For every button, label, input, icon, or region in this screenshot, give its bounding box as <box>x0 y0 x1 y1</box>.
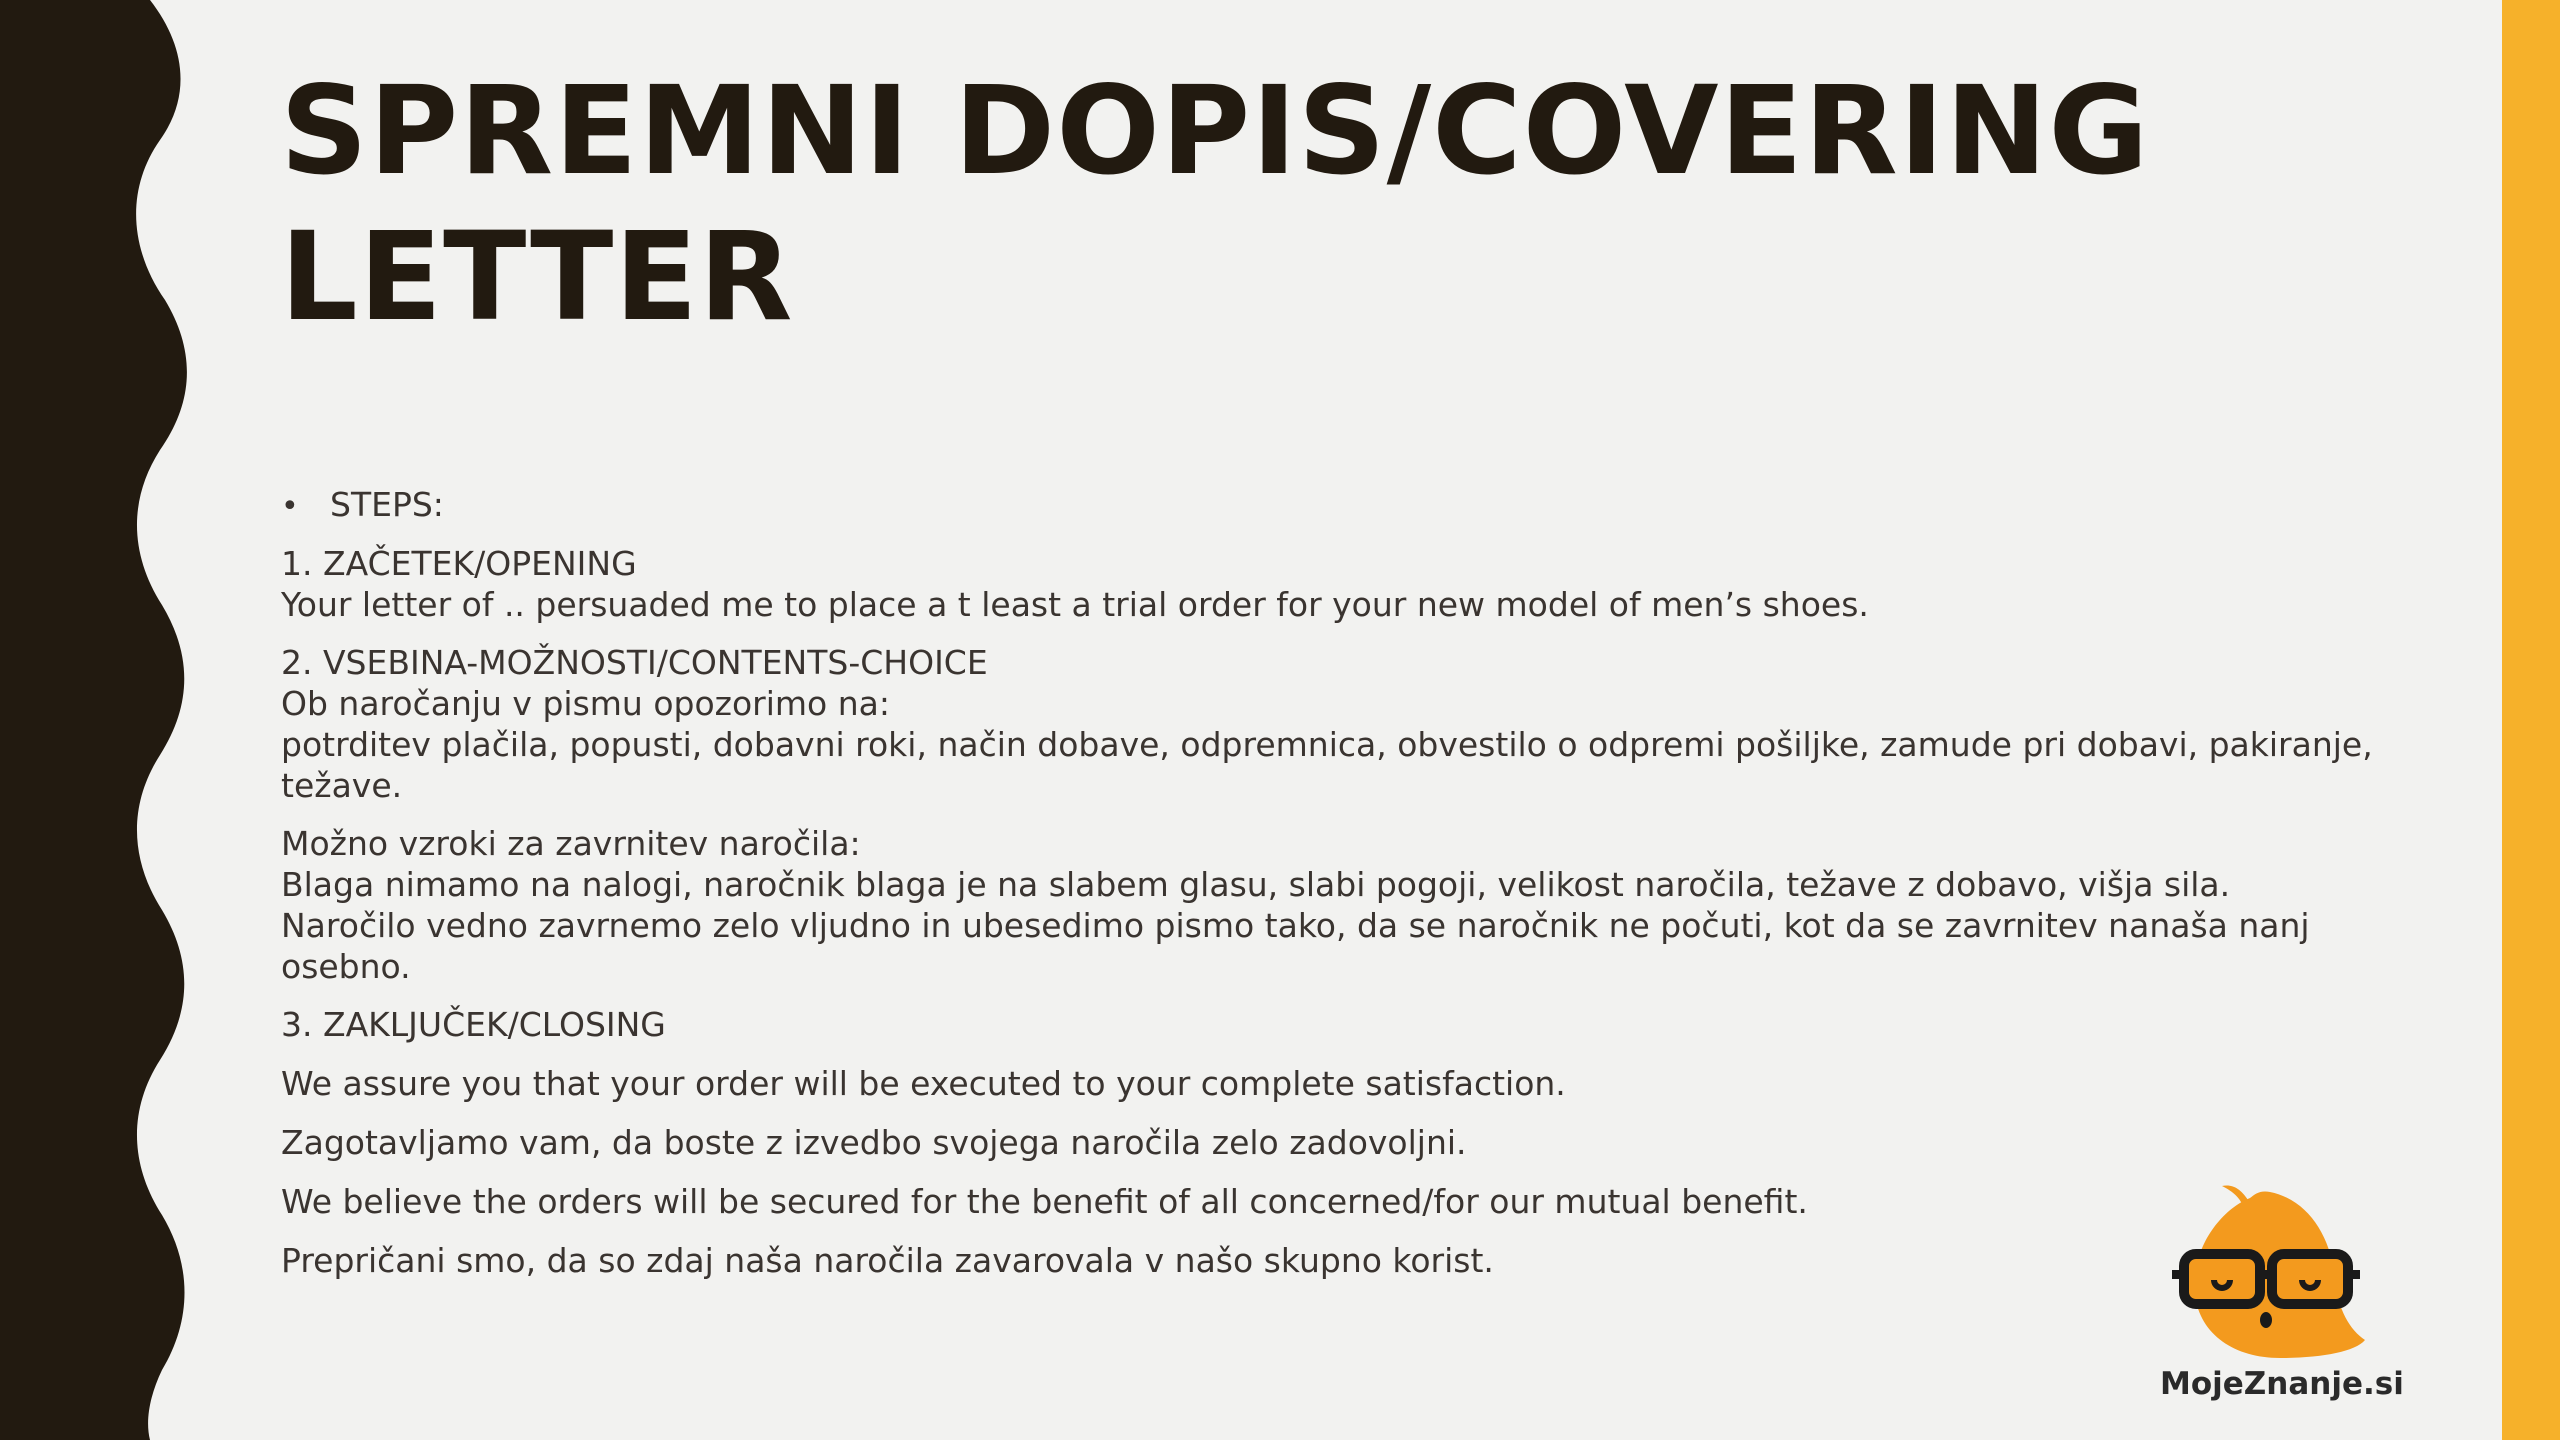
closing-line-2: Zagotavljamo vam, da boste z izvedbo svojega naročila zelo zadovoljni. <box>281 1123 1467 1162</box>
contents-line-4: Blaga nimamo na nalogi, naročnik blaga je na slabem glasu, slabi pogoji, velikost naročila, težave z dobavo, višja sila. <box>281 865 2231 904</box>
contents-line-5: Naročilo vedno zavrnemo zelo vljudno in ubesedimo pismo tako, da se naročnik ne počuti, kot da se zavrnitev nanaša nanj osebno. <box>281 906 2310 986</box>
contents-line-2: potrditev plačila, popusti, dobavni roki, način dobave, odpremnica, obvestilo o odpremi pošiljke, zamude pri dobavi, pakiranje, težave. <box>281 725 2373 805</box>
closing-heading: 3. ZAKLJUČEK/CLOSING <box>281 1005 666 1044</box>
closing-line-1: We assure you that your order will be executed to your complete satisfaction. <box>281 1064 1566 1103</box>
opening-heading: 1. ZAČETEK/OPENING <box>281 544 637 583</box>
contents-line-1: Ob naročanju v pismu opozorimo na: <box>281 684 890 723</box>
mojeznanje-logo <box>2160 1180 2404 1412</box>
closing-line-4: Prepričani smo, da so zdaj naša naročila zavarovala v našo skupno korist. <box>281 1241 1494 1280</box>
steps-label: STEPS: <box>330 485 444 524</box>
slide-content <box>281 484 2381 1281</box>
bullet-dot-icon: • <box>281 489 299 524</box>
slide-title: SPREMNI DOPIS/COVERING LETTER <box>280 60 2150 348</box>
contents-line-3: Možno vzroki za zavrnitev naročila: <box>281 824 861 863</box>
opening-text: Your letter of .. persuaded me to place a t least a trial order for your new model of men’s shoes. <box>281 585 1869 624</box>
owl-with-glasses-icon <box>2160 1180 2400 1370</box>
contents-heading: 2. VSEBINA-MOŽNOSTI/CONTENTS-CHOICE <box>281 643 988 682</box>
left-wave-decoration <box>0 0 200 1440</box>
closing-line-3: We believe the orders will be secured for the benefit of all concerned/for our mutual benefit. <box>281 1182 1808 1221</box>
right-accent-stripe <box>2502 0 2560 1440</box>
logo-text: MojeZnanje.si <box>2160 1366 2404 1402</box>
steps-bullet <box>281 484 2381 527</box>
